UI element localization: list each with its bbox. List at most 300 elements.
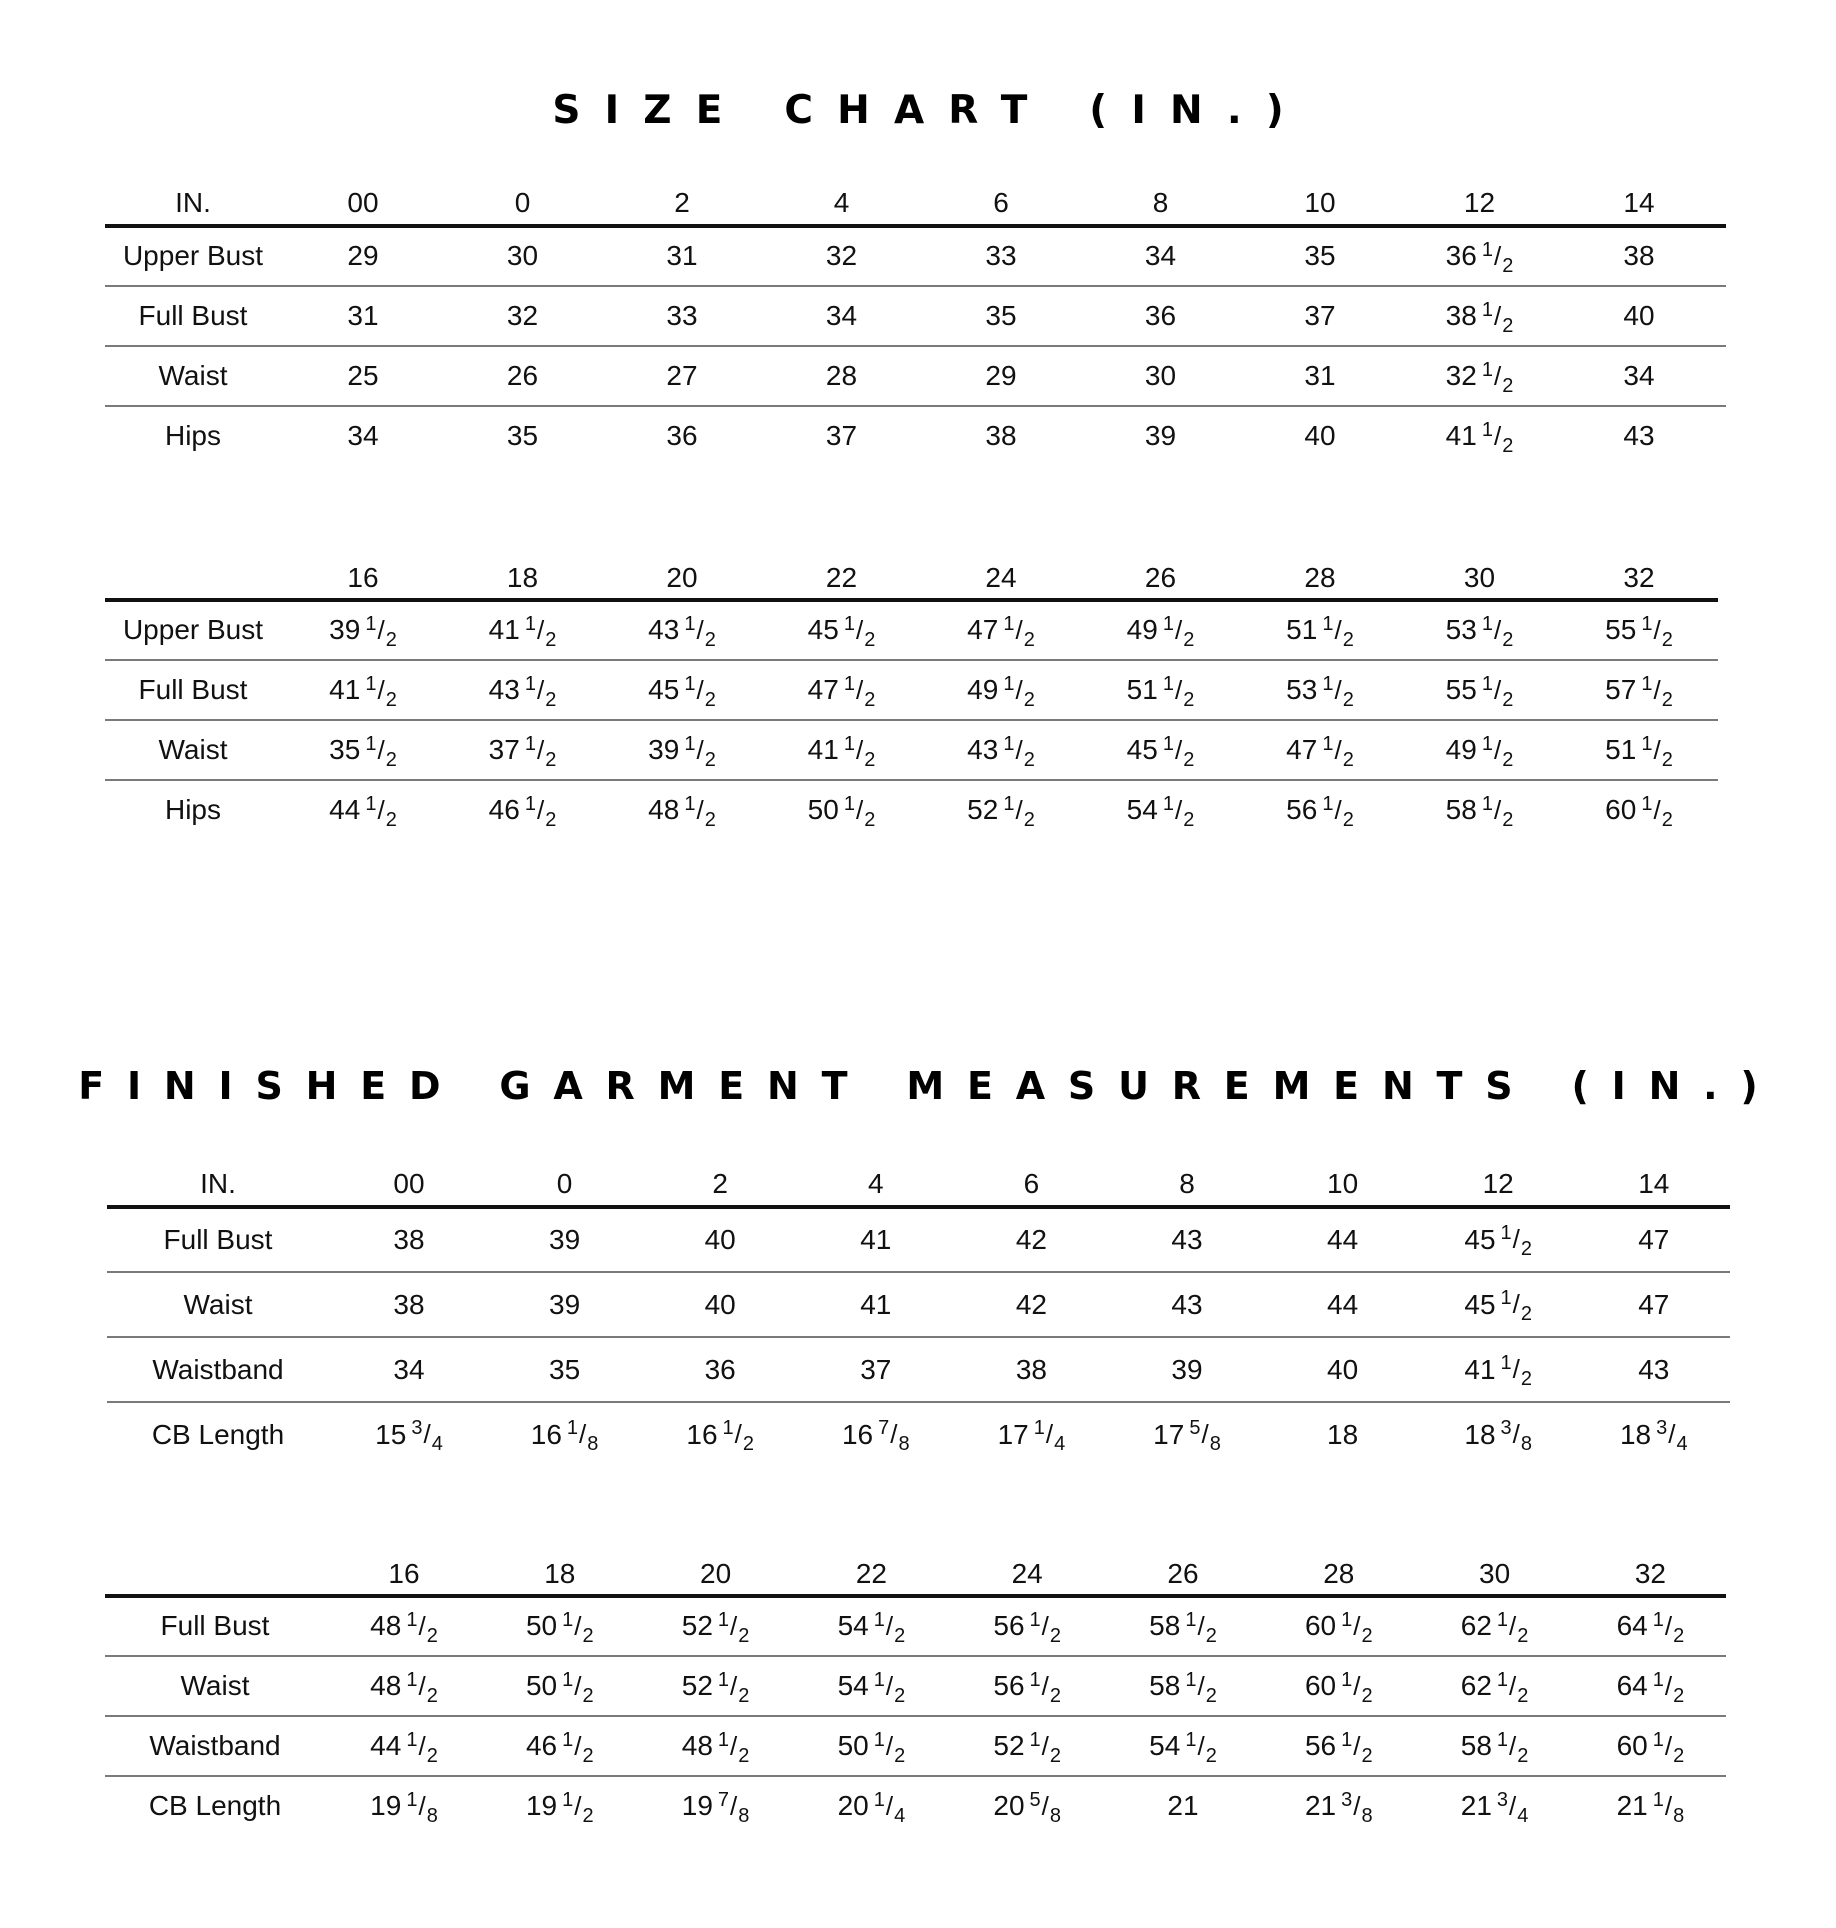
measurement-cell [985,346,1016,406]
measurement-fraction [1003,732,1035,771]
measurement-fraction [524,612,557,651]
fraction-denominator: 2 [582,1744,594,1767]
fraction-slash: / [1041,1610,1049,1641]
size-header: 8 [1179,1168,1195,1199]
row-label: Waist [180,1670,250,1701]
fraction-slash: / [1493,734,1502,765]
fraction-slash: / [1512,1354,1520,1384]
fraction-slash: / [1353,1670,1361,1701]
measurement-whole: 35 [506,420,539,451]
fraction-numerator: 1 [843,672,855,695]
measurement-fraction [1496,1788,1529,1827]
measurement-whole: 36 [1144,300,1177,331]
fraction-slash: / [1653,674,1661,705]
measurement-fraction [873,1728,906,1767]
fraction-slash: / [377,734,385,765]
measurement-cell [1016,1207,1047,1272]
measurement-cell [993,1776,1061,1836]
fraction-slash: / [1512,1224,1520,1254]
fraction-denominator: 2 [1342,808,1354,831]
measurement-fraction [1003,672,1035,711]
measurement-whole: 48 [370,1610,402,1641]
measurement-whole: 58 [1460,1730,1492,1761]
fraction-numerator: 1 [1033,1417,1045,1439]
fraction-numerator: 7 [717,1788,730,1811]
measurement-cell [1638,1272,1669,1337]
fraction-numerator: 1 [1322,792,1334,815]
fraction-denominator: 2 [1342,688,1354,711]
measurement-whole: 41 [329,674,361,705]
measurement-fraction [1481,612,1514,651]
fraction-slash: / [377,674,385,705]
measurement-cell [826,406,857,466]
measurement-fraction [1481,672,1514,711]
measurement-cell [1286,600,1354,660]
measurement-whole: 40 [704,1223,736,1255]
measurement-cell [705,1207,736,1272]
size-header: 22 [825,562,858,593]
measurement-cell [985,406,1016,466]
fraction-numerator: 1 [684,792,696,815]
size-header: 28 [1323,1558,1355,1589]
fraction-denominator: 2 [894,1624,906,1647]
measurement-cell [838,1656,906,1716]
fraction-slash: / [1509,1670,1517,1701]
fraction-numerator: 1 [1185,1668,1197,1691]
measurement-cell [1623,286,1654,346]
measurement-whole: 54 [837,1610,869,1641]
measurement-cell [370,1596,438,1656]
size-header: 24 [985,562,1017,593]
measurement-fraction [1162,732,1195,771]
fraction-slash: / [885,1610,894,1641]
fraction-numerator: 1 [873,1728,885,1751]
measurement-cell [329,600,397,660]
table-row [105,406,1726,466]
measurement-whole: 52 [967,794,999,825]
row-label: Full Bust [138,300,248,331]
fraction-denominator: 2 [1502,374,1514,397]
measurement-whole: 29 [985,360,1017,391]
measurement-fraction [1481,732,1514,771]
fraction-denominator: 8 [738,1804,750,1827]
fraction-slash: / [1334,794,1342,825]
fraction-slash: / [1493,360,1502,391]
measurement-cell [1623,406,1654,466]
fraction-denominator: 4 [1676,1433,1688,1455]
measurement-whole: 64 [1616,1670,1648,1701]
fraction-denominator: 8 [1209,1433,1221,1455]
measurement-cell [682,1596,750,1656]
measurement-cell [1446,286,1514,346]
fraction-numerator: 1 [1003,732,1015,755]
measurement-whole: 26 [506,360,539,391]
measurement-cell [1617,1716,1685,1776]
measurement-cell [1149,1716,1217,1776]
measurement-cell [705,1337,736,1402]
size-header: 18 [506,562,539,593]
measurement-cell [1446,720,1514,780]
measurement-cell [967,660,1035,720]
measurement-fraction [1185,1728,1217,1767]
row-label: Full Bust [138,674,248,705]
measurement-whole: 41 [807,734,839,765]
measurement-fraction [1162,612,1195,651]
measurement-cell [489,600,557,660]
fraction-slash: / [574,1730,582,1761]
fraction-slash: / [1174,734,1183,765]
fraction-denominator: 2 [738,1684,750,1707]
measurement-whole: 56 [993,1610,1025,1641]
measurement-cell [549,1272,580,1337]
measurement-whole: 60 [1605,794,1637,825]
row-label: Hips [164,794,222,825]
measurement-cell [838,1596,906,1656]
size-header: 32 [1634,1558,1666,1589]
size-header: 32 [1623,562,1655,593]
fraction-numerator: 1 [1029,1608,1041,1631]
size-header: 30 [1463,562,1496,593]
fraction-denominator: 2 [1023,808,1035,831]
fraction-denominator: 2 [1673,1684,1685,1707]
measurement-whole: 39 [1171,1353,1203,1385]
measurement-fraction [1652,1668,1685,1707]
fraction-denominator: 2 [545,688,557,711]
fraction-denominator: 2 [385,688,397,711]
fraction-numerator: 1 [1003,672,1015,695]
fraction-slash: / [1334,734,1342,765]
measurement-cell [1149,1656,1217,1716]
measurement-cell [682,1716,750,1776]
size-header: 2 [712,1168,728,1199]
measurement-cell [1461,1716,1529,1776]
measurement-whole: 16 [841,1418,874,1450]
fraction-slash: / [1664,1670,1673,1701]
size-header: 6 [1023,1168,1040,1199]
fraction-numerator: 5 [1029,1788,1041,1811]
fraction-slash: / [536,614,545,645]
fraction-numerator: 1 [1652,1728,1664,1751]
fraction-numerator: 1 [1003,792,1015,815]
measurement-cell [967,720,1035,780]
fraction-denominator: 2 [1342,628,1354,651]
size-header: 00 [393,1168,425,1199]
fraction-numerator: 1 [1185,1728,1197,1751]
fraction-denominator: 2 [1361,1684,1373,1707]
corner-label: IN. [175,187,211,218]
measurement-whole: 52 [681,1670,713,1701]
fraction-numerator: 1 [406,1608,418,1631]
row-label: Waist [158,734,228,765]
measurement-cell [1153,1402,1221,1467]
measurement-whole: 30 [506,240,539,271]
fraction-slash: / [536,734,545,765]
measurement-whole: 36 [704,1353,736,1385]
measurement-cell [705,1272,736,1337]
measurement-cell [1464,1402,1532,1467]
measurement-fraction [1162,792,1195,831]
fraction-denominator: 2 [738,1744,750,1767]
measurement-cell [1327,1337,1358,1402]
measurement-cell [1617,1596,1685,1656]
measurement-whole: 47 [807,674,839,705]
measurement-cell [1171,1272,1202,1337]
measurement-fraction [1322,612,1354,651]
fraction-numerator: 1 [1496,1608,1509,1631]
fraction-numerator: 1 [1500,1287,1512,1309]
measurement-whole: 21 [1304,1790,1337,1821]
fraction-numerator: 1 [365,612,377,635]
measurement-whole: 44 [1327,1288,1359,1320]
fraction-slash: / [855,794,864,825]
row-label: CB Length [148,1790,282,1821]
measurement-whole: 52 [993,1730,1025,1761]
measurement-cell [507,406,538,466]
measurement-fraction [1500,1417,1533,1455]
measurement-fraction [684,732,716,771]
fraction-numerator: 5 [1189,1417,1201,1439]
fraction-slash: / [855,614,864,645]
measurement-cell [993,1716,1061,1776]
fraction-numerator: 1 [406,1668,418,1691]
fraction-numerator: 1 [365,732,377,755]
measurement-whole: 34 [347,420,379,451]
fraction-slash: / [1668,1419,1676,1449]
fraction-slash: / [1334,674,1342,705]
size-header: 0 [556,1168,573,1199]
measurement-fraction [1481,792,1514,831]
size-header: 26 [1144,562,1177,593]
measurement-whole: 58 [1149,1670,1181,1701]
measurement-whole: 45 [1464,1223,1496,1255]
measurement-cell [1304,286,1335,346]
size-header: 18 [544,1558,576,1589]
fraction-slash: / [1493,674,1502,705]
fraction-denominator: 2 [1502,434,1514,457]
measurement-whole: 34 [1623,360,1655,391]
fraction-numerator: 1 [1500,1222,1512,1244]
measurement-whole: 50 [837,1730,869,1761]
measurement-cell [1127,780,1195,840]
fraction-denominator: 2 [1517,1624,1529,1647]
fraction-slash: / [1041,1790,1049,1821]
measurement-whole: 37 [860,1353,892,1385]
measurement-whole: 37 [825,420,858,451]
table-row [105,226,1726,286]
measurement-cell [1304,346,1335,406]
measurement-whole: 60 [1304,1610,1337,1641]
fraction-slash: / [885,1730,894,1761]
fraction-denominator: 2 [385,748,397,771]
fraction-numerator: 1 [843,792,855,815]
fraction-slash: / [730,1730,738,1761]
measurement-whole: 17 [1153,1418,1185,1450]
measurement-cell [507,226,538,286]
fraction-denominator: 2 [426,1744,438,1767]
measurement-cell [393,1272,424,1337]
fraction-slash: / [1653,794,1661,825]
measurement-fraction [1641,672,1673,711]
fraction-denominator: 2 [1049,1744,1062,1767]
fraction-slash: / [1015,794,1023,825]
fraction-numerator: 1 [1481,732,1493,755]
fraction-denominator: 2 [582,1684,594,1707]
fraction-denominator: 2 [1342,748,1354,771]
measurement-cell [985,286,1016,346]
fraction-slash: / [696,734,704,765]
measurement-fraction [562,1788,594,1827]
measurement-fraction [1500,1222,1533,1260]
fraction-denominator: 4 [1054,1433,1066,1455]
table-row [105,780,1718,840]
fraction-denominator: 2 [1205,1684,1217,1707]
measurement-whole: 44 [1327,1223,1359,1255]
measurement-whole: 33 [985,240,1017,271]
measurement-fraction [878,1417,910,1455]
measurement-fraction [1496,1608,1529,1647]
measurement-whole: 16 [686,1418,718,1450]
row-label: Upper Bust [122,240,264,271]
fraction-denominator: 2 [864,628,876,651]
fraction-slash: / [696,674,704,705]
measurement-whole: 49 [1126,614,1158,645]
fraction-denominator: 2 [742,1433,755,1455]
fraction-slash: / [574,1790,582,1821]
measurement-cell [998,1402,1066,1467]
fraction-slash: / [1041,1670,1049,1701]
measurement-whole: 47 [1638,1288,1670,1320]
fraction-numerator: 1 [717,1668,730,1691]
measurement-whole: 39 [549,1223,581,1255]
measurement-fraction [873,1608,906,1647]
measurement-cell [860,1337,891,1402]
measurement-cell [1286,780,1354,840]
measurement-cell [666,346,697,406]
measurement-whole: 40 [1304,420,1336,451]
fraction-numerator: 3 [1656,1417,1668,1439]
fraction-denominator: 4 [894,1804,906,1827]
measurement-cell [1304,406,1335,466]
fraction-slash: / [1664,1730,1673,1761]
fraction-numerator: 1 [1481,238,1493,261]
fraction-numerator: 1 [562,1728,574,1751]
measurement-cell [826,286,857,346]
measurement-cell [1016,1337,1047,1402]
fraction-slash: / [1197,1730,1205,1761]
measurement-cell [993,1596,1061,1656]
measurement-cell [985,226,1016,286]
fraction-slash: / [1201,1419,1209,1449]
measurement-whole: 60 [1616,1730,1648,1761]
measurement-whole: 38 [1623,240,1655,271]
measurement-whole: 60 [1304,1670,1337,1701]
table-row [107,1207,1730,1272]
measurement-fraction [524,672,557,711]
size-header: 22 [855,1558,887,1589]
measurement-cell [1461,1776,1529,1836]
measurement-whole: 50 [525,1610,558,1641]
fraction-denominator: 2 [1520,1303,1533,1325]
fraction-denominator: 2 [545,808,557,831]
measurement-whole: 45 [807,614,839,645]
measurement-cell [808,720,876,780]
measurement-fraction [411,1417,443,1455]
measurement-whole: 52 [681,1610,713,1641]
fraction-numerator: 1 [1481,418,1493,441]
fraction-denominator: 2 [1205,1744,1217,1767]
size-header: 14 [1623,187,1655,218]
fraction-denominator: 2 [1673,1744,1685,1767]
table-row [105,1776,1726,1836]
fraction-denominator: 2 [1361,1744,1373,1767]
fraction-numerator: 1 [843,612,855,635]
measurement-cell [1286,660,1354,720]
fraction-denominator: 2 [1502,808,1514,831]
measurement-whole: 40 [704,1288,736,1320]
fraction-denominator: 2 [426,1684,438,1707]
measurement-cell [1446,406,1514,466]
fraction-denominator: 8 [1361,1804,1373,1827]
measurement-whole: 46 [525,1730,558,1761]
measurement-cell [1623,346,1654,406]
fraction-denominator: 2 [1023,628,1035,651]
measurement-whole: 38 [1015,1353,1047,1385]
measurement-whole: 35 [985,300,1017,331]
measurement-fraction [1189,1417,1221,1455]
measurement-fraction [1656,1417,1688,1455]
measurement-fraction [1496,1668,1529,1707]
measurement-fraction [562,1728,594,1767]
measurement-whole: 32 [506,300,539,331]
fraction-denominator: 8 [426,1804,438,1827]
size-header: 0 [514,187,531,218]
measurement-whole: 39 [1144,420,1177,451]
measurement-fraction [873,1788,906,1827]
measurement-cell [686,1402,754,1467]
measurement-whole: 47 [1286,734,1318,765]
measurement-fraction [1029,1668,1062,1707]
fraction-denominator: 2 [1661,748,1673,771]
fraction-slash: / [1197,1610,1205,1641]
fraction-slash: / [536,674,545,705]
measurement-whole: 56 [1286,794,1318,825]
fraction-slash: / [1509,1610,1517,1641]
measurement-whole: 33 [666,300,698,331]
measurement-fraction [1500,1352,1533,1390]
measurement-cell [826,226,857,286]
fraction-numerator: 1 [1481,358,1493,381]
fraction-denominator: 2 [385,628,397,651]
fraction-numerator: 1 [684,732,696,755]
measurement-whole: 42 [1015,1223,1047,1255]
size-header: 24 [1011,1558,1043,1589]
measurement-whole: 21 [1460,1790,1492,1821]
fraction-numerator: 1 [1496,1668,1509,1691]
measurement-whole: 21 [1167,1790,1199,1821]
header-row [107,1166,1730,1202]
measurement-whole: 41 [860,1223,892,1255]
fraction-slash: / [574,1670,582,1701]
fraction-slash: / [1493,300,1502,331]
measurement-fraction [1481,298,1514,337]
table-row [105,600,1718,660]
measurement-whole: 54 [1126,794,1158,825]
measurement-cell [1620,1402,1688,1467]
fraction-slash: / [1015,614,1023,645]
measurement-cell [967,780,1035,840]
measurement-cell [1171,1207,1202,1272]
measurement-cell [393,1207,424,1272]
